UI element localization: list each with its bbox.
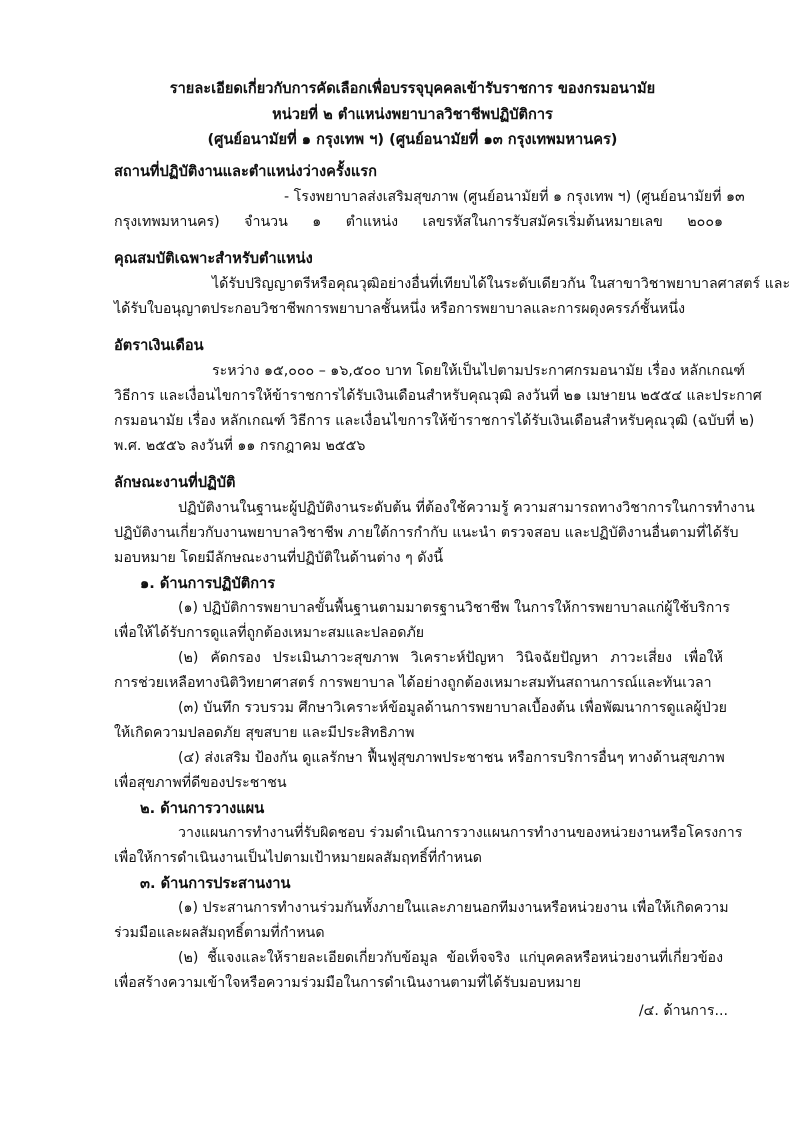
- salary-heading: อัตราเงินเดือน: [114, 337, 204, 354]
- salary-line-3: กรมอนามัย เรื่อง หลักเกณฑ์ วิธีการ และเงื่อนไขการให้ข้าราชการได้รับเงินเดือนสำหรับคุณวุฒิ (ฉบับที่ ๒): [114, 413, 755, 429]
- title-line-3: (ศูนย์อนามัยที่ ๑ กรุงเทพ ฯ) (ศูนย์อนามัยที่ ๑๓ กรุงเทพมหานคร): [207, 131, 618, 148]
- qualification-line-1: ได้รับปริญญาตรีหรือคุณวุฒิอย่างอื่นที่เทียบได้ในระดับเดียวกัน ในสาขาวิชาพยาบาลศาสตร์ และ: [212, 276, 791, 292]
- coordination-item-2-line-1: (๒) ชี้แจงและให้รายละเอียดเกี่ยวกับข้อมูล ข้อเท็จจริง แก่บุคคลหรือหน่วยงานที่เกี่ยวข้อง: [178, 950, 723, 966]
- operations-item-2-line-1: (๒) คัดกรอง ประเมินภาวะสุขภาพ วิเคราะห์ปัญหา วินิจฉัยปัญหา ภาวะเสี่ยง เพื่อให้: [178, 650, 723, 666]
- operations-item-2-line-2: การช่วยเหลือทางนิติวิทยาศาสตร์ การพยาบาล ได้อย่างถูกต้องเหมาะสมทันสถานการณ์และทันเวลา: [114, 675, 712, 691]
- qualification-heading: คุณสมบัติเฉพาะสำหรับตำแหน่ง: [114, 250, 313, 267]
- coordination-item-1-line-2: ร่วมมือและผลสัมฤทธิ์ตามที่กำหนด: [114, 925, 325, 941]
- planning-line-2: เพื่อให้การดำเนินงานเป็นไปตามเป้าหมายผลสัมฤทธิ์ที่กำหนด: [114, 850, 483, 866]
- document-title: [100, 76, 725, 153]
- title-line-1: รายละเอียดเกี่ยวกับการคัดเลือกเพื่อบรรจุบุคคลเข้ารับราชการ ของกรมอนามัย: [169, 80, 656, 97]
- title-line-2: หน่วยที่ ๒ ตำแหน่งพยาบาลวิชาชีพปฏิบัติการ: [272, 105, 553, 123]
- operations-heading: ๑. ด้านการปฏิบัติการ: [140, 575, 276, 592]
- duties-intro-line-1: ปฏิบัติงานในฐานะผู้ปฏิบัติงานระดับต้น ที่ต้องใช้ความรู้ ความสามารถทางวิชาการในการทำงาน: [178, 500, 755, 516]
- coordination-item-2-line-2: เพื่อสร้างความเข้าใจหรือความร่วมมือในการดำเนินงานตามที่ได้รับมอบหมาย: [114, 975, 582, 991]
- location-heading: สถานที่ปฏิบัติงานและตำแหน่งว่างครั้งแรก: [114, 163, 377, 180]
- location-line-2: กรุงเทพมหานคร) จำนวน ๑ ตำแหน่ง เลขรหัสในการรับสมัครเริ่มต้นหมายเลข ๒๐๐๑: [114, 214, 723, 230]
- operations-item-3-line-2: ให้เกิดความปลอดภัย สุขสบาย และมีประสิทธิภาพ: [114, 725, 415, 741]
- duties-intro-line-3: มอบหมาย โดยมีลักษณะงานที่ปฏิบัติในด้านต่าง ๆ ดังนี้: [114, 550, 444, 566]
- continuation-note: /๔. ด้านการ...: [638, 1003, 728, 1019]
- planning-line-1: วางแผนการทำงานที่รับผิดชอบ ร่วมดำเนินการวางแผนการทำงานของหน่วยงานหรือโครงการ: [178, 825, 743, 841]
- salary-line-4: พ.ศ. ๒๕๕๖ ลงวันที่ ๑๑ กรกฎาคม ๒๕๕๖: [114, 438, 366, 454]
- operations-item-1-line-2: เพื่อให้ได้รับการดูแลที่ถูกต้องเหมาะสมและปลอดภัย: [114, 625, 425, 641]
- location-line-1: - โรงพยาบาลส่งเสริมสุขภาพ (ศูนย์อนามัยที่ ๑ กรุงเทพ ฯ) (ศูนย์อนามัยที่ ๑๓: [284, 189, 745, 205]
- coordination-item-1-line-1: (๑) ประสานการทำงานร่วมกันทั้งภายในและภายนอกทีมงานหรือหน่วยงาน เพื่อให้เกิดความ: [178, 900, 729, 916]
- operations-item-4-line-2: เพื่อสุขภาพที่ดีของประชาชน: [114, 775, 287, 791]
- planning-heading: ๒. ด้านการวางแผน: [140, 800, 265, 817]
- operations-item-3-line-1: (๓) บันทึก รวบรวม ศึกษาวิเคราะห์ข้อมูลด้านการพยาบาลเบื้องต้น เพื่อพัฒนาการดูแลผู้ป่วย: [178, 700, 727, 716]
- duties-intro-line-2: ปฏิบัติงานเกี่ยวกับงานพยาบาลวิชาชีพ ภายใต้การกำกับ แนะนำ ตรวจสอบ และปฏิบัติงานอื่นตามที่ได้รับ: [114, 525, 739, 541]
- qualification-line-2: ได้รับใบอนุญาตประกอบวิชาชีพการพยาบาลชั้นหนึ่ง หรือการพยาบาลและการผดุงครรภ์ชั้นหนึ่ง: [114, 301, 686, 317]
- coordination-heading: ๓. ด้านการประสานงาน: [140, 875, 291, 892]
- salary-line-1: ระหว่าง ๑๕,๐๐๐ – ๑๖,๕๐๐ บาท โดยให้เป็นไปตามประกาศกรมอนามัย เรื่อง หลักเกณฑ์: [212, 363, 746, 379]
- salary-line-2: วิธีการ และเงื่อนไขการให้ข้าราชการได้รับเงินเดือนสำหรับคุณวุฒิ ลงวันที่ ๒๑ เมษายน ๒๕๕๔ และประกาศ: [114, 388, 762, 404]
- duties-heading: ลักษณะงานที่ปฏิบัติ: [114, 474, 236, 491]
- operations-item-4-line-1: (๔) ส่งเสริม ป้องกัน ดูแลรักษา ฟื้นฟูสุขภาพประชาชน หรือการบริการอื่นๆ ทางด้านสุขภาพ: [178, 750, 725, 766]
- operations-item-1-line-1: (๑) ปฏิบัติการพยาบาลขั้นพื้นฐานตามมาตรฐานวิชาชีพ ในการให้การพยาบาลแก่ผู้ใช้บริการ: [178, 600, 730, 616]
